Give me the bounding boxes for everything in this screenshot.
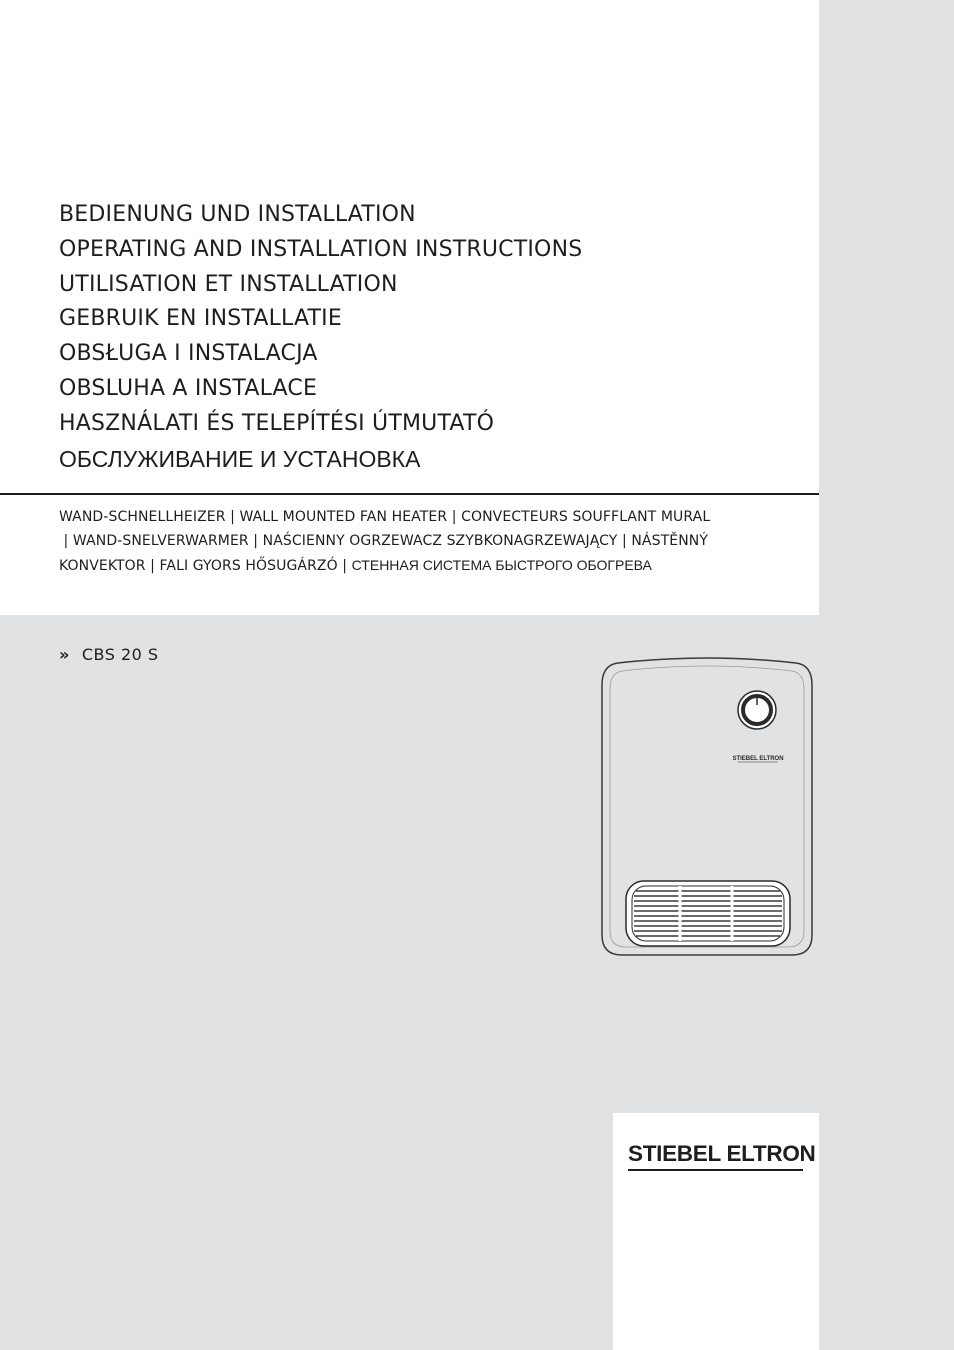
brand-logo-panel	[613, 1113, 819, 1350]
product-descriptions	[59, 505, 799, 577]
brand-logo-underline	[628, 1169, 803, 1171]
air-grille	[626, 881, 790, 946]
title-hu: HASZNÁLATI ÉS TELEPÍTÉSI ÚTMUTATÓ	[59, 410, 495, 436]
brand-logo: STIEBEL ELTRON	[628, 1141, 816, 1166]
title-cs: OBSLUHA A INSTALACE	[59, 375, 318, 401]
description-line-2-text: | WAND-SNELVERWARMER | NAŚCIENNY OGRZEWACZ SZYBKONAGRZEWAJĄCY | NÁSTĚNNÝ	[59, 533, 708, 549]
title-fr: UTILISATION ET INSTALLATION	[59, 271, 398, 297]
title-en: OPERATING AND INSTALLATION INSTRUCTIONS	[59, 236, 583, 262]
right-gray-band	[819, 0, 954, 1350]
section-divider	[0, 493, 819, 495]
title-de: BEDIENUNG UND INSTALLATION	[59, 202, 416, 227]
title-nl: GEBRUIK EN INSTALLATIE	[59, 306, 342, 332]
description-line-3	[59, 553, 799, 577]
control-knob-icon	[738, 691, 776, 729]
device-badge: STIEBEL ELTRON	[732, 756, 784, 762]
manual-titles	[59, 198, 582, 476]
fan-heater-illustration	[598, 655, 816, 960]
description-line-2	[59, 529, 799, 553]
description-line-3-latin: KONVEKTOR | FALI GYORS HŐSUGÁRZÓ |	[59, 558, 352, 574]
title-ru: ОБСЛУЖИВАНИЕ И УСТАНОВКА	[59, 445, 421, 472]
model-bullet: »	[59, 645, 70, 664]
description-line-1: WAND-SCHNELLHEIZER | WALL MOUNTED FAN HEATER | CONVECTEURS SOUFFLANT MURAL	[59, 509, 711, 525]
model-label	[59, 645, 159, 664]
model-name: CBS 20 S	[81, 645, 159, 664]
description-line-3-ru: СТЕННАЯ СИСТЕМА БЫСТРОГО ОБОГРЕВА	[351, 557, 652, 573]
title-pl: OBSŁUGA I INSTALACJA	[59, 341, 318, 367]
